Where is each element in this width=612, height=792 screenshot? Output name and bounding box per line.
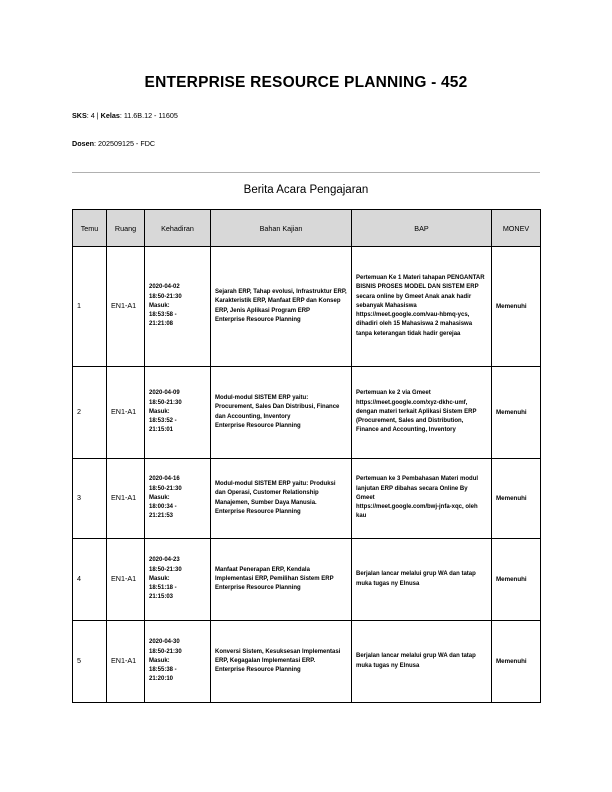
- header-ruang: Ruang: [107, 210, 145, 247]
- cell-ruang: EN1-A1: [107, 367, 145, 459]
- cell-bap: Pertemuan Ke 1 Materi tahapan PENGANTAR BISNIS PROSES MODEL DAN SISTEM ERP secara online by Gmeet Anak anak hadir sebanyak Mahasiswa https://meet.google.com/vau-hbmq-ycs, dihadiri oleh 15 Mahasiswa 2 mahasiswa tanpa keterangan tidak hadir gerejaa: [352, 247, 492, 367]
- sks-label: SKS: [72, 111, 87, 120]
- cell-bap: Pertemuan ke 2 via Gmeet https://meet.google.com/xyz-dkhc-umf, dengan materi terkait Aplikasi Sistem ERP (Procurement, Sales and Distribution, Finance and Accounting, Inventory: [352, 367, 492, 459]
- kelas-value: : 11.6B.12 - 11605: [119, 111, 178, 120]
- document-title: ENTERPRISE RESOURCE PLANNING - 452: [144, 74, 468, 91]
- section-title: Berita Acara Pengajaran: [243, 184, 369, 196]
- cell-ruang: EN1-A1: [107, 459, 145, 539]
- table-row: [73, 459, 541, 539]
- table-body: [73, 247, 541, 703]
- table-row: [73, 539, 541, 621]
- header-bahan-kajian: Bahan Kajian: [211, 210, 352, 247]
- cell-bahan: Manfaat Penerapan ERP, Kendala Implementasi ERP, Pemilihan Sistem ERP Enterprise Resource Planning: [211, 539, 352, 621]
- header-kehadiran: Kehadiran: [145, 210, 211, 247]
- cell-kehadiran: 2020-04-16 18:50-21:30 Masuk: 18:00:34 - 21:21:53: [145, 459, 211, 539]
- cell-ruang: EN1-A1: [107, 621, 145, 703]
- sks-value: : 4 |: [86, 111, 101, 120]
- cell-kehadiran: 2020-04-23 18:50-21:30 Masuk: 18:51:18 - 21:15:03: [145, 539, 211, 621]
- divider: [72, 172, 540, 173]
- cell-monev: Memenuhi: [492, 459, 541, 539]
- lecturer-info: [72, 139, 155, 148]
- header-bap: BAP: [352, 210, 492, 247]
- cell-bahan: Konversi Sistem, Kesuksesan Implementasi ERP, Kegagalan Implementasi ERP. Enterprise Resource Planning: [211, 621, 352, 703]
- cell-ruang: EN1-A1: [107, 247, 145, 367]
- cell-bahan: Modul-modul SISTEM ERP yaitu: Produksi dan Operasi, Customer Relationship Manajemen, Sumber Daya Manusia. Enterprise Resource Planning: [211, 459, 352, 539]
- cell-kehadiran: 2020-04-02 18:50-21:30 Masuk: 18:53:58 - 21:21:08: [145, 247, 211, 367]
- course-info: [72, 111, 178, 120]
- cell-ruang: EN1-A1: [107, 539, 145, 621]
- header-temu: Temu: [73, 210, 107, 247]
- dosen-label: Dosen: [72, 139, 94, 148]
- dosen-value: : 202509125 - FDC: [93, 139, 156, 148]
- cell-temu: 4: [73, 539, 107, 621]
- header-monev: MONEV: [492, 210, 541, 247]
- teaching-report-table: [72, 209, 541, 703]
- table-row: [73, 621, 541, 703]
- cell-temu: 2: [73, 367, 107, 459]
- cell-bap: Berjalan lancar melalui grup WA dan tatap muka tugas ny Elnusa: [352, 539, 492, 621]
- cell-monev: Memenuhi: [492, 247, 541, 367]
- cell-bap: Berjalan lancar melalui grup WA dan tatap muka tugas ny Elnusa: [352, 621, 492, 703]
- table-row: [73, 247, 541, 367]
- cell-kehadiran: 2020-04-09 18:50-21:30 Masuk: 18:53:52 - 21:15:01: [145, 367, 211, 459]
- cell-monev: Memenuhi: [492, 539, 541, 621]
- cell-bap: Pertemuan ke 3 Pembahasan Materi modul lanjutan ERP dibahas secara Online By Gmeet https://meet.google.com/bwj-jnfa-xqc, oleh kau: [352, 459, 492, 539]
- cell-monev: Memenuhi: [492, 621, 541, 703]
- table-header-row: [73, 210, 541, 247]
- cell-kehadiran: 2020-04-30 18:50-21:30 Masuk: 18:55:38 - 21:20:10: [145, 621, 211, 703]
- cell-temu: 3: [73, 459, 107, 539]
- kelas-label: Kelas: [100, 111, 120, 120]
- cell-bahan: Modul-modul SISTEM ERP yaitu: Procurement, Sales Dan Distribusi, Finance dan Accounting, Inventory Enterprise Resource Planning: [211, 367, 352, 459]
- cell-temu: 5: [73, 621, 107, 703]
- cell-monev: Memenuhi: [492, 367, 541, 459]
- table-row: [73, 367, 541, 459]
- cell-bahan: Sejarah ERP, Tahap evolusi, Infrastruktur ERP, Karakteristik ERP, Manfaat ERP dan Konsep ERP, Jenis Aplikasi Program ERP Enterprise Resource Planning: [211, 247, 352, 367]
- cell-temu: 1: [73, 247, 107, 367]
